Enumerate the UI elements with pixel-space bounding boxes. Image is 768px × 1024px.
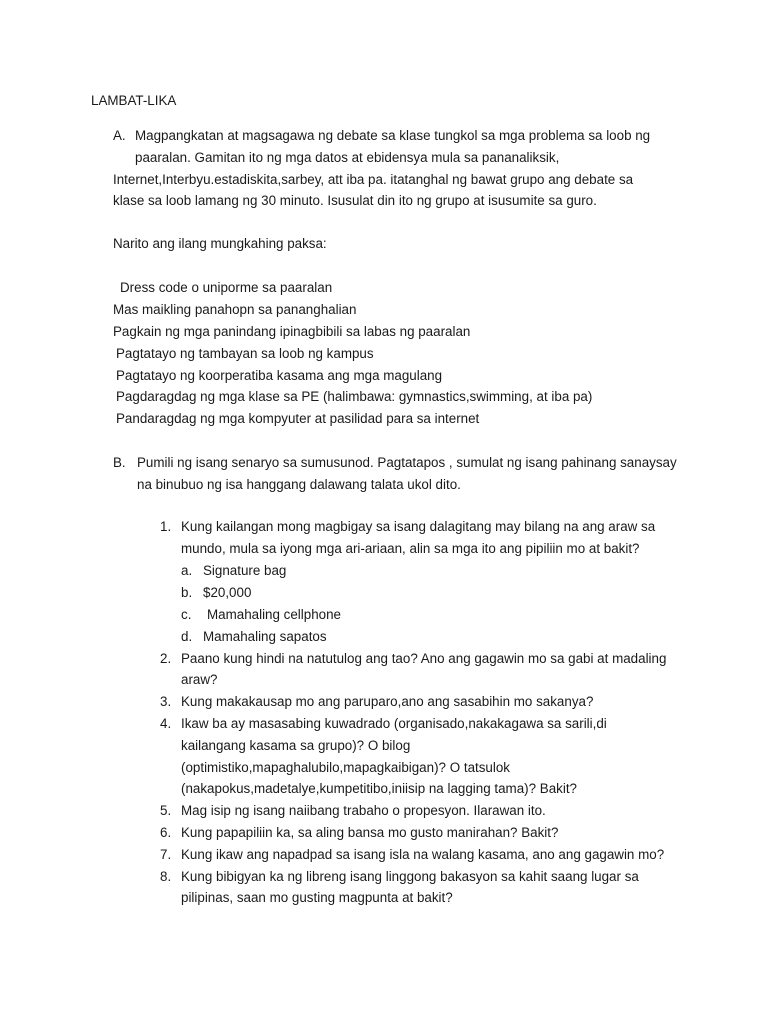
question-line: (nakapokus,madetalye,kumpetitibo,iniisip na lagging tama)? Bakit? (181, 781, 577, 796)
question-line: (optimistiko,mapaghalubilo,mapagkaibigan)? O tatsulok (181, 760, 510, 775)
option-letter: d. (181, 629, 193, 644)
option-letter: c. (181, 607, 192, 622)
question-line: Kung ikaw ang napadpad sa isang isla na walang kasama, ano ang gagawin mo? (181, 847, 665, 862)
suggestion-item: Pagkain ng mga panindang ipinagbibili sa labas ng paaralan (113, 324, 471, 339)
question-number: 8. (160, 869, 172, 884)
section-a-marker: A. (113, 128, 126, 143)
section-b-marker: B. (113, 455, 126, 470)
document-title: LAMBAT-LIKA (91, 93, 177, 108)
section-b-line: na binubuo ng isa hanggang dalawang talata ukol dito. (137, 477, 461, 492)
section-a-line: paaralan. Gamitan ito ng mga datos at ebidensya mula sa pananaliksik, (135, 150, 560, 165)
suggestion-item: Pagdaragdag ng mga klase sa PE (halimbawa: gymnastics,swimming, at iba pa) (116, 389, 593, 404)
section-a-line: Internet,Interbyu.estadiskita,sarbey, att iba pa. itatanghal ng bawat grupo ang debate sa (113, 172, 634, 187)
question-number: 7. (160, 847, 172, 862)
section-b-line: Pumili ng isang senaryo sa sumusunod. Pagtatapos , sumulat ng isang pahinang sanaysay (137, 455, 677, 470)
suggestion-item: Pagtatayo ng koorperatiba kasama ang mga magulang (116, 368, 443, 383)
question-line: Paano kung hindi na natutulog ang tao? Ano ang gagawin mo sa gabi at madaling (181, 651, 667, 666)
section-a-line: Magpangkatan at magsagawa ng debate sa klase tungkol sa mga problema sa loob ng (135, 128, 651, 143)
option-letter: a. (181, 563, 193, 578)
suggestion-item: Pandaragdag ng mga kompyuter at pasilidad para sa internet (116, 411, 480, 426)
suggestion-item: Dress code o uniporme sa paaralan (120, 280, 333, 295)
question-number: 2. (160, 651, 172, 666)
question-line: Kung bibigyan ka ng libreng isang linggong bakasyon sa kahit saang lugar sa (181, 869, 639, 884)
section-a-line: klase sa loob lamang ng 30 minuto. Isusulat din ito ng grupo at isusumite sa guro. (113, 193, 597, 208)
question-line: mundo, mula sa iyong mga ari-ariaan, alin sa mga ito ang pipiliin mo at bakit? (181, 541, 640, 556)
suggestions-heading: Narito ang ilang mungkahing paksa: (113, 236, 327, 251)
question-line: Kung papapiliin ka, sa aling bansa mo gusto manirahan? Bakit? (181, 825, 559, 840)
question-line: Mag isip ng isang naiibang trabaho o propesyon. Ilarawan ito. (181, 803, 546, 818)
option-text: $20,000 (203, 585, 252, 600)
question-number: 6. (160, 825, 172, 840)
option-letter: b. (181, 585, 193, 600)
option-text: Mamahaling cellphone (207, 607, 341, 622)
question-number: 3. (160, 694, 172, 709)
question-line: Ikaw ba ay masasabing kuwadrado (organisado,nakakagawa sa sarili,di (181, 716, 607, 731)
question-number: 4. (160, 716, 172, 731)
option-text: Mamahaling sapatos (203, 629, 327, 644)
suggestion-item: Mas maikling panahopn sa pananghalian (113, 302, 357, 317)
question-line: Kung kailangan mong magbigay sa isang dalagitang may bilang na ang araw sa (181, 519, 656, 534)
question-line: Kung makakausap mo ang paruparo,ano ang sasabihin mo sakanya? (181, 694, 594, 709)
question-number: 5. (160, 803, 172, 818)
question-line: araw? (181, 672, 218, 687)
question-line: pilipinas, saan mo gusting magpunta at bakit? (181, 890, 453, 905)
option-text: Signature bag (203, 563, 287, 578)
suggestion-item: Pagtatayo ng tambayan sa loob ng kampus (116, 346, 374, 361)
question-number: 1. (160, 519, 172, 534)
question-line: kailangang kasama sa grupo)? O bilog (181, 738, 411, 753)
